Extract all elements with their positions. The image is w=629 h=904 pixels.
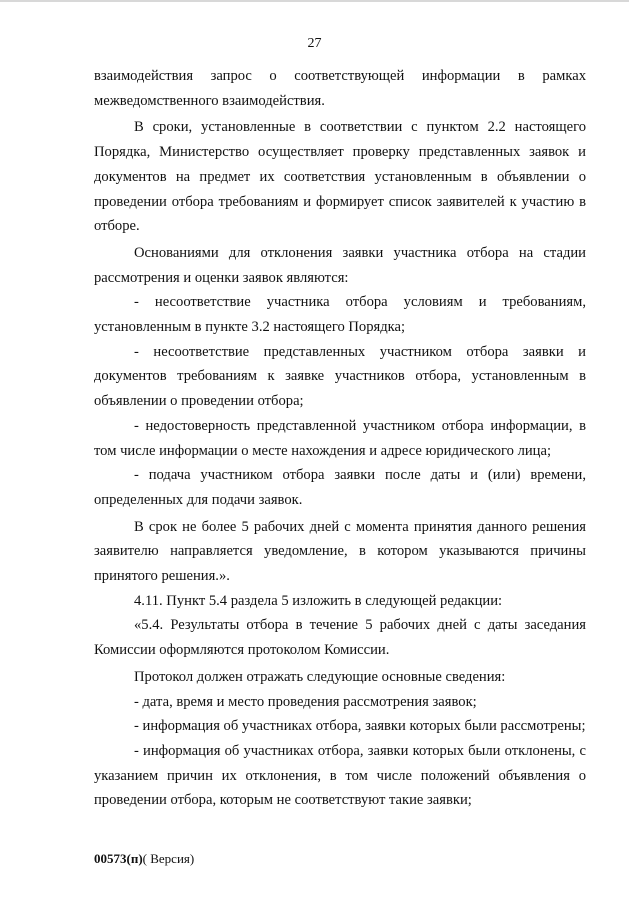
- list-item-ground-4: - подача участником отбора заявки после даты и (или) времени, определенных для подачи заявок.: [94, 467, 586, 508]
- list-item-ground-3: - недостоверность представленной участником отбора информации, в том числе информации о месте нахождения и адресе юридического лица;: [94, 417, 586, 459]
- page-top-edge: [0, 0, 629, 2]
- page-number: 27: [307, 36, 322, 51]
- list-item-ground-2: - несоответствие представленных участником отбора заявки и документов требованиям к заявке участников отбора, установленным в объявлении о проведении отбора;: [94, 343, 586, 410]
- document-body: [94, 64, 586, 813]
- paragraph-clause-5-4: «5.4. Результаты отбора в течение 5 рабочих дней с даты заседания Комиссии оформляются протоколом Комиссии.: [94, 617, 586, 659]
- paragraph-continuation: взаимодействия запрос о соответствующей информации в рамках межведомственного взаимодействия.: [94, 68, 586, 109]
- paragraph-protocol-contents: Протокол должен отражать следующие основные сведения:: [134, 668, 506, 685]
- document-footer: [94, 851, 194, 867]
- paragraph-review-deadline: В сроки, установленные в соответствии с пунктом 2.2 настоящего Порядка, Министерство осуществляет проверку представленных заявок и документов на предмет их соответствия установленным в объявлении о проведении отбора требованиям и формирует список заявителей к участию в отборе.: [94, 119, 586, 235]
- list-item-protocol-1: - дата, время и место проведения рассмотрения заявок;: [134, 693, 477, 710]
- paragraph-amendment-4-11: 4.11. Пункт 5.4 раздела 5 изложить в следующей редакции:: [134, 592, 503, 609]
- document-code: 00573(п): [94, 851, 143, 866]
- document-version: ( Версия): [142, 851, 195, 866]
- list-item-protocol-3: - информация об участниках отбора, заявки которых были отклонены, с указанием причин их отклонения, в том числе положений объявления о проведении отбора, которым не соответствуют такие заявки;: [94, 742, 586, 809]
- paragraph-rejection-grounds: Основаниями для отклонения заявки участника отбора на стадии рассмотрения и оценки заявок являются:: [94, 244, 586, 286]
- paragraph-notification: В срок не более 5 рабочих дней с момента принятия данного решения заявителю направляется уведомление, в котором указываются причины принятого решения.».: [94, 518, 586, 585]
- list-item-protocol-2: - информация об участниках отбора, заявки которых были рассмотрены;: [134, 718, 586, 735]
- list-item-ground-1: - несоответствие участника отбора условиям и требованиям, установленным в пункте 3.2 настоящего Порядка;: [94, 294, 586, 336]
